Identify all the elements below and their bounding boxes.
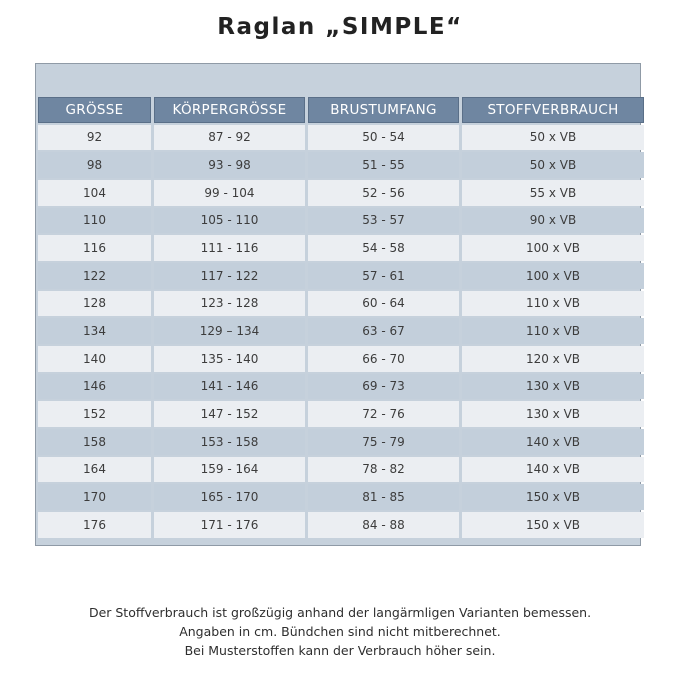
table-banner [38, 66, 638, 95]
groesse-cell: 134 [38, 318, 151, 344]
note-fabric-consumption: Der Stoffverbrauch ist großzügig anhand der langärmligen Varianten bemessen. [88, 605, 592, 620]
note-units: Angaben in cm. Bündchen sind nicht mitberechnet. [179, 624, 501, 639]
groesse-cell: 152 [38, 401, 151, 427]
header-stoffverbrauch: STOFFVERBRAUCH [462, 97, 644, 123]
note-pattern-fabrics: Bei Musterstoffen kann der Verbrauch höher sein. [184, 643, 496, 658]
koerpergroesse-cell: 129 – 134 [154, 318, 305, 344]
koerpergroesse-cell: 99 - 104 [154, 180, 305, 206]
groesse-cell: 110 [38, 208, 151, 234]
groesse-cell: 122 [38, 263, 151, 289]
stoffverbrauch-cell: 120 x VB [462, 346, 644, 372]
groesse-cell: 92 [38, 125, 151, 151]
stoffverbrauch-cell: 150 x VB [462, 484, 644, 510]
koerpergroesse-cell: 87 - 92 [154, 125, 305, 151]
koerpergroesse-cell: 165 - 170 [154, 484, 305, 510]
brustumfang-cell: 63 - 67 [308, 318, 459, 344]
koerpergroesse-cell: 135 - 140 [154, 346, 305, 372]
brustumfang-cell: 69 - 73 [308, 374, 459, 400]
brustumfang-cell: 81 - 85 [308, 484, 459, 510]
stoffverbrauch-cell: 50 x VB [462, 152, 644, 178]
stoffverbrauch-cell: 100 x VB [462, 263, 644, 289]
stoffverbrauch-cell: 50 x VB [462, 125, 644, 151]
koerpergroesse-cell: 171 - 176 [154, 512, 305, 538]
brustumfang-cell: 53 - 57 [308, 208, 459, 234]
stoffverbrauch-cell: 110 x VB [462, 318, 644, 344]
page-title: Raglan „SIMPLE“ [217, 14, 463, 40]
header-brustumfang: BRUSTUMFANG [308, 97, 459, 123]
groesse-cell: 104 [38, 180, 151, 206]
brustumfang-cell: 72 - 76 [308, 401, 459, 427]
size-table [35, 63, 641, 546]
groesse-cell: 116 [38, 235, 151, 261]
groesse-cell: 158 [38, 429, 151, 455]
koerpergroesse-cell: 117 - 122 [154, 263, 305, 289]
brustumfang-cell: 78 - 82 [308, 457, 459, 483]
brustumfang-cell: 84 - 88 [308, 512, 459, 538]
brustumfang-cell: 52 - 56 [308, 180, 459, 206]
koerpergroesse-cell: 123 - 128 [154, 291, 305, 317]
groesse-cell: 164 [38, 457, 151, 483]
koerpergroesse-cell: 111 - 116 [154, 235, 305, 261]
stoffverbrauch-cell: 100 x VB [462, 235, 644, 261]
stoffverbrauch-cell: 55 x VB [462, 180, 644, 206]
size-grid [38, 97, 638, 543]
brustumfang-cell: 54 - 58 [308, 235, 459, 261]
header-groesse: GRÖSSE [38, 97, 151, 123]
koerpergroesse-cell: 141 - 146 [154, 374, 305, 400]
brustumfang-cell: 50 - 54 [308, 125, 459, 151]
koerpergroesse-cell: 105 - 110 [154, 208, 305, 234]
brustumfang-cell: 51 - 55 [308, 152, 459, 178]
brustumfang-cell: 66 - 70 [308, 346, 459, 372]
brustumfang-cell: 60 - 64 [308, 291, 459, 317]
groesse-cell: 170 [38, 484, 151, 510]
koerpergroesse-cell: 93 - 98 [154, 152, 305, 178]
stoffverbrauch-cell: 130 x VB [462, 374, 644, 400]
koerpergroesse-cell: 153 - 158 [154, 429, 305, 455]
stoffverbrauch-cell: 130 x VB [462, 401, 644, 427]
stoffverbrauch-cell: 140 x VB [462, 429, 644, 455]
koerpergroesse-cell: 159 - 164 [154, 457, 305, 483]
header-koerpergroesse: KÖRPERGRÖSSE [154, 97, 305, 123]
stoffverbrauch-cell: 90 x VB [462, 208, 644, 234]
brustumfang-cell: 57 - 61 [308, 263, 459, 289]
koerpergroesse-cell: 147 - 152 [154, 401, 305, 427]
stoffverbrauch-cell: 110 x VB [462, 291, 644, 317]
groesse-cell: 146 [38, 374, 151, 400]
groesse-cell: 98 [38, 152, 151, 178]
stoffverbrauch-cell: 140 x VB [462, 457, 644, 483]
groesse-cell: 176 [38, 512, 151, 538]
groesse-cell: 128 [38, 291, 151, 317]
groesse-cell: 140 [38, 346, 151, 372]
brustumfang-cell: 75 - 79 [308, 429, 459, 455]
stoffverbrauch-cell: 150 x VB [462, 512, 644, 538]
